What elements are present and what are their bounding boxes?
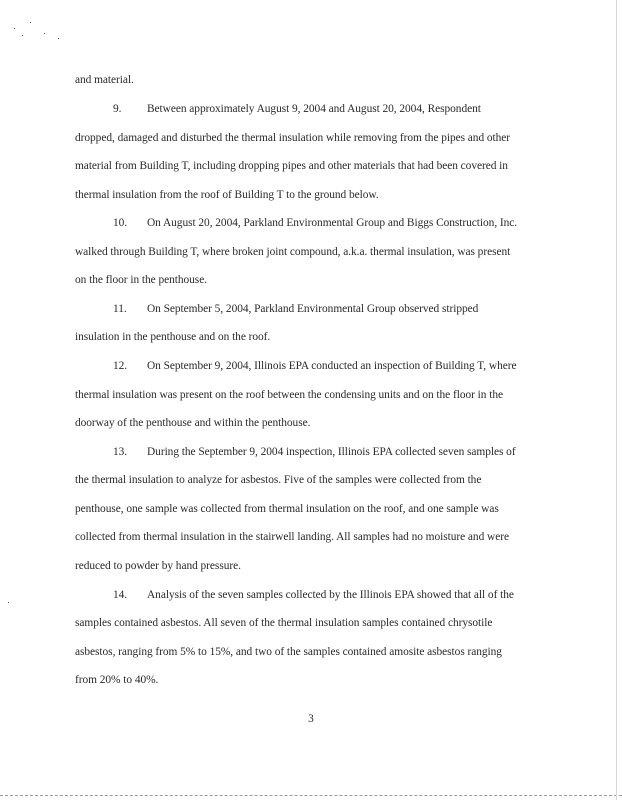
text-line: on the floor in the penthouse. [75, 274, 207, 286]
scan-speck [30, 22, 31, 23]
page-number: 3 [308, 713, 314, 725]
text-line: doorway of the penthouse and within the penthouse. [75, 417, 311, 429]
text-line: Between approximately August 9, 2004 and August 20, 2004, Respondent [147, 103, 481, 115]
scan-bottom-edge [0, 795, 622, 797]
text-line: On September 9, 2004, Illinois EPA conducted an inspection of Building T, where [147, 360, 517, 372]
text-line: Analysis of the seven samples collected by the Illinois EPA showed that all of the [147, 589, 514, 601]
text-line: thermal insulation from the roof of Building T to the ground below. [75, 189, 379, 201]
paragraph-number: 11. [113, 303, 127, 315]
paragraph-number: 12. [113, 360, 128, 372]
paragraph-9-first-line [113, 102, 545, 116]
text-line: and material. [75, 74, 134, 86]
paragraph-number: 14. [113, 589, 128, 601]
paragraph-number: 13. [113, 446, 128, 458]
scan-speck [58, 38, 59, 39]
paragraph-14-first-line [113, 588, 545, 602]
text-line: material from Building T, including dropping pipes and other materials that had been covered in [75, 160, 508, 172]
text-line: insulation in the penthouse and on the roof. [75, 331, 271, 343]
paragraph-13-first-line [113, 445, 545, 459]
scan-right-edge [616, 0, 617, 800]
paragraph-number: 10. [113, 217, 128, 229]
text-line: thermal insulation was present on the roof between the condensing units and on the floor in the [75, 389, 503, 401]
text-line: asbestos, ranging from 5% to 15%, and two of the samples contained amosite asbestos ranging [75, 646, 502, 658]
text-line: reduced to powder by hand pressure. [75, 560, 241, 572]
text-line: the thermal insulation to analyze for asbestos. Five of the samples were collected from the [75, 474, 482, 486]
text-line: collected from thermal insulation in the stairwell landing. All samples had no moisture and were [75, 531, 509, 543]
paragraph-11-first-line [113, 302, 545, 316]
text-line: On September 5, 2004, Parkland Environmental Group observed stripped [147, 303, 479, 315]
text-line: samples contained asbestos. All seven of the thermal insulation samples contained chrysotile [75, 617, 493, 629]
paragraph-10-first-line [113, 216, 545, 230]
scan-speck [44, 33, 45, 34]
scan-speck [8, 602, 9, 603]
text-line: walked through Building T, where broken joint compound, a.k.a. thermal insulation, was present [75, 246, 511, 258]
paragraph-number: 9. [113, 103, 122, 115]
paragraph-12-first-line [113, 359, 545, 373]
text-line: dropped, damaged and disturbed the thermal insulation while removing from the pipes and other [75, 132, 511, 144]
scan-speck [22, 35, 23, 36]
scan-speck [14, 28, 15, 29]
text-line: During the September 9, 2004 inspection, Illinois EPA collected seven samples of [147, 446, 516, 458]
text-line: from 20% to 40%. [75, 674, 159, 686]
text-line: On August 20, 2004, Parkland Environmental Group and Biggs Construction, Inc. [147, 217, 518, 229]
text-line: penthouse, one sample was collected from thermal insulation on the roof, and one sample was [75, 503, 499, 515]
paragraph-continuation [75, 73, 545, 87]
